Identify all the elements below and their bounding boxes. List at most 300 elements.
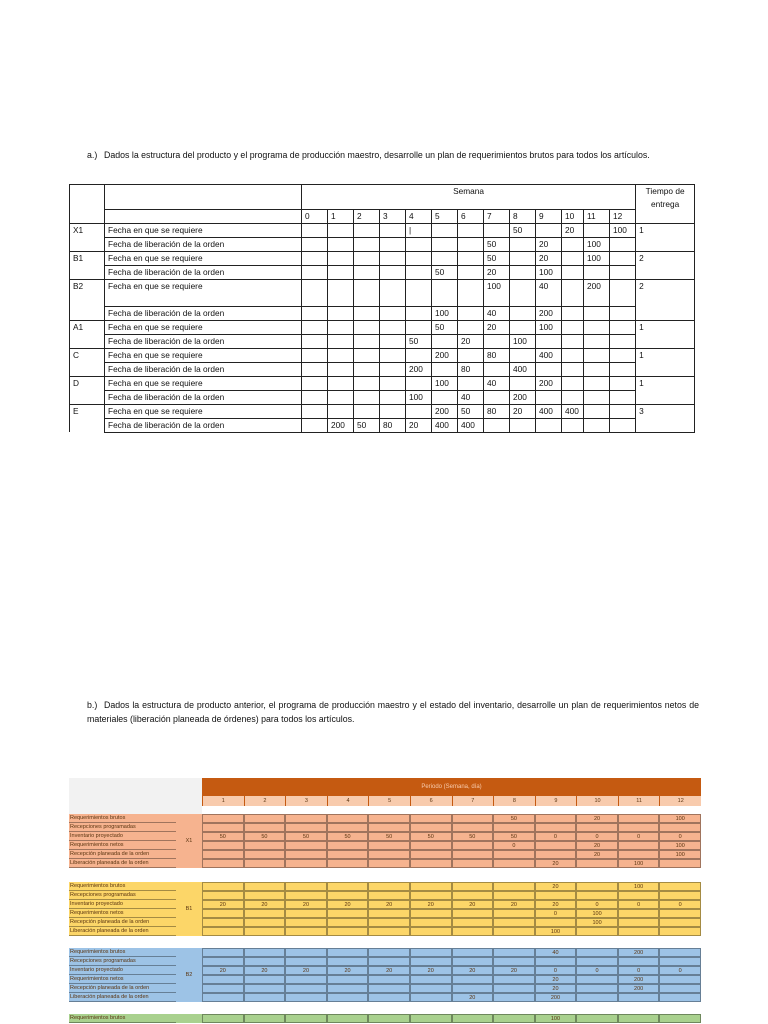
mrp-cell [452,948,494,957]
week-value [484,390,510,404]
week-value: 400 [562,404,584,418]
part-b-paragraph [87,698,699,726]
mrp-cell [244,957,286,966]
mrp-row-label: Requerimientos brutos [69,882,176,891]
mrp-cell [368,948,410,957]
mrp-cell: 50 [202,832,244,841]
mrp-cell [244,823,286,832]
mrp-cell: 0 [535,832,577,841]
mrp-cell: 0 [535,966,577,975]
week-value: 100 [484,279,510,306]
week-value: 100 [584,237,610,251]
week-value [510,348,536,362]
week-value [406,279,432,306]
mrp-cell [368,993,410,1002]
item-code [70,418,105,432]
week-value [584,404,610,418]
week-value: 400 [458,418,484,432]
mrp-cell: 20 [452,966,494,975]
mrp-block [69,882,701,936]
mrp-item-code: B1 [176,882,202,936]
item-code: E [70,404,105,418]
mrp-cell [202,841,244,850]
header-desc-cell [105,185,302,210]
mrp-cell [202,948,244,957]
mrp-cell [368,882,410,891]
mrp-cell [576,882,618,891]
part-b-text: Dados la estructura de producto anterior, el programa de producción maestro y el estado del inventario, desarrolle un plan de requerimientos netos de materiales (liberación planeada de órdenes) para todos los artículos. [87,700,699,724]
week-value [562,348,584,362]
mrp-cell [535,957,577,966]
mrp-cell [576,1014,618,1023]
mrp-cell: 100 [618,859,660,868]
week-value [406,237,432,251]
week-value [406,251,432,265]
item-code: D [70,376,105,390]
mrp-row-label: Recepciones programadas [69,891,176,900]
week-value: 200 [432,348,458,362]
mrp-cell: 20 [535,859,577,868]
mrp-cell: 100 [618,882,660,891]
week-value [510,320,536,334]
week-value [458,279,484,306]
week-value [406,265,432,279]
week-value [584,334,610,348]
week-value [302,362,328,376]
mrp-cell: 0 [576,832,618,841]
week-value [584,418,610,432]
mrp-cell [493,909,535,918]
week-value [510,251,536,265]
mrp-cell [535,841,577,850]
mrp-cell: 0 [659,900,701,909]
week-value: 20 [406,418,432,432]
mrp-cell [410,993,452,1002]
week-number: 6 [458,209,484,223]
week-value [354,237,380,251]
row-description: Fecha de liberación de la orden [105,237,302,251]
mrp-cell: 0 [535,909,577,918]
item-code: X1 [70,223,105,237]
mrp-cell [327,814,369,823]
week-number: 7 [484,209,510,223]
row-description: Fecha en que se requiere [105,279,302,306]
period-number: 2 [244,796,286,806]
week-value [484,362,510,376]
mrp-cell [327,841,369,850]
week-value [610,320,636,334]
week-value: 400 [536,404,562,418]
week-value [328,362,354,376]
mrp-cell: 100 [659,841,701,850]
mrp-block [69,1014,701,1023]
week-value [584,265,610,279]
row-description: Fecha de liberación de la orden [105,334,302,348]
week-value [484,334,510,348]
mrp-cell: 50 [452,832,494,841]
mrp-cell: 20 [410,900,452,909]
week-value [562,362,584,376]
mrp-cell [618,918,660,927]
week-value: 80 [484,348,510,362]
mrp-cell [493,1014,535,1023]
mrp-cell [244,814,286,823]
week-value [562,237,584,251]
mrp-cell: 20 [493,966,535,975]
mrp-cell [327,909,369,918]
week-value [406,306,432,320]
mrp-cell [202,850,244,859]
week-value [380,376,406,390]
mrp-cell: 100 [576,918,618,927]
part-a-paragraph [87,148,699,162]
mrp-cell [659,957,701,966]
week-value [380,362,406,376]
mrp-cell: 20 [410,966,452,975]
week-value: 50 [458,404,484,418]
mrp-cell [368,975,410,984]
period-number: 8 [493,796,535,806]
week-value: 100 [536,320,562,334]
week-value [458,223,484,237]
week-value: 400 [536,348,562,362]
period-number: 12 [659,796,701,806]
mrp-cell [493,948,535,957]
item-code [70,390,105,404]
mrp-cell [493,957,535,966]
mrp-cell [244,909,286,918]
mrp-cell [659,918,701,927]
mrp-cell [327,993,369,1002]
week-value [354,390,380,404]
week-value: 50 [484,237,510,251]
mrp-cell [285,984,327,993]
mrp-cell [410,918,452,927]
week-value: 20 [562,223,584,237]
week-value [354,362,380,376]
week-value: 100 [536,265,562,279]
mrp-cell [244,927,286,936]
week-number: 11 [584,209,610,223]
week-value [610,265,636,279]
mrp-cell [452,975,494,984]
part-b-label: b.) [87,700,98,710]
mrp-cell: 100 [659,850,701,859]
corner-blank [69,778,202,814]
mrp-cell [327,927,369,936]
mrp-cell [202,909,244,918]
mrp-cell: 100 [535,927,577,936]
mrp-cell: 0 [618,966,660,975]
row-description: Fecha en que se requiere [105,404,302,418]
mrp-cell: 20 [327,900,369,909]
lead-time: 1 [636,348,695,362]
mrp-cell [285,841,327,850]
week-value: 100 [406,390,432,404]
mrp-row-label: Recepción planeada de la orden [69,984,176,993]
mrp-row-label: Liberación planeada de la orden [69,859,176,868]
mrp-cell: 20 [327,966,369,975]
mrp-cell [327,975,369,984]
mrp-block [69,948,701,1002]
mrp-cell [327,918,369,927]
week-value [406,376,432,390]
week-value [302,265,328,279]
mrp-cell [202,891,244,900]
mrp-item-code: B2 [176,948,202,1002]
week-value [380,390,406,404]
mrp-cell: 20 [576,841,618,850]
mrp-cell [410,891,452,900]
mrp-row-label: Requerimientos netos [69,841,176,850]
week-desc-cell [105,209,302,223]
period-header: Periodo (Semana, día) [202,778,701,796]
lead-time [636,390,695,404]
week-value [562,265,584,279]
week-value [302,223,328,237]
mrp-cell [244,948,286,957]
mrp-cell [576,927,618,936]
row-description: Fecha de liberación de la orden [105,418,302,432]
week-value [536,334,562,348]
mrp-cell [368,927,410,936]
week-value [510,418,536,432]
mrp-cell [410,882,452,891]
mrp-cell [368,859,410,868]
mrp-cell [493,823,535,832]
mrp-cell [576,993,618,1002]
mrp-row-label: Recepción planeada de la orden [69,918,176,927]
week-value [610,237,636,251]
mrp-cell [535,891,577,900]
week-value [354,334,380,348]
week-value [584,362,610,376]
item-code [70,265,105,279]
week-value [610,376,636,390]
mrp-cell [202,993,244,1002]
mrp-cell [659,948,701,957]
mrp-cell [452,814,494,823]
week-value [584,223,610,237]
item-code: A1 [70,320,105,334]
mrp-cell [493,927,535,936]
week-value: 40 [484,306,510,320]
row-description: Fecha de liberación de la orden [105,362,302,376]
mrp-cell [410,984,452,993]
mrp-cell: 20 [244,900,286,909]
mrp-item-code: X1 [176,814,202,868]
mrp-cell: 20 [285,900,327,909]
mrp-row-label: Recepción planeada de la orden [69,850,176,859]
week-value: 20 [536,237,562,251]
mrp-cell [493,984,535,993]
mrp-cell [244,918,286,927]
mrp-cell: 50 [493,832,535,841]
mrp-cell [202,984,244,993]
mrp-cell [202,957,244,966]
mrp-cell [368,823,410,832]
week-value [354,265,380,279]
mrp-spreadsheet [69,778,701,1024]
mrp-cell [368,909,410,918]
mrp-cell [493,975,535,984]
mrp-cell: 100 [659,814,701,823]
week-value [328,390,354,404]
week-value [302,348,328,362]
week-value [584,320,610,334]
week-value [380,265,406,279]
mrp-cell [285,909,327,918]
mrp-cell [493,918,535,927]
week-value: 20 [536,251,562,265]
header-item-cell [70,185,105,210]
mrp-cell [285,927,327,936]
week-value [328,320,354,334]
mrp-cell [410,841,452,850]
week-value: 100 [584,251,610,265]
mrp-row-label: Inventario proyectado [69,900,176,909]
mrp-cell [535,850,577,859]
mrp-row-label: Requerimientos netos [69,909,176,918]
mrp-cell [410,859,452,868]
week-value [610,418,636,432]
mrp-cell [493,850,535,859]
mrp-cell [327,948,369,957]
week-number: 9 [536,209,562,223]
week-value [328,279,354,306]
week-value [328,376,354,390]
mrp-cell [327,823,369,832]
week-value [302,320,328,334]
mrp-cell: 0 [659,966,701,975]
period-number: 3 [285,796,327,806]
mrp-row-label: Requerimientos brutos [69,1014,176,1023]
week-value [432,279,458,306]
mrp-cell [452,909,494,918]
week-value [536,362,562,376]
mrp-cell [244,891,286,900]
mrp-cell [285,882,327,891]
mrp-cell [618,927,660,936]
mrp-cell: 200 [618,948,660,957]
week-value [458,237,484,251]
week-value [536,390,562,404]
week-value: 50 [354,418,380,432]
lead-time [636,306,695,320]
mrp-cell [410,927,452,936]
mrp-row-label: Recepciones programadas [69,957,176,966]
mrp-cell: 50 [244,832,286,841]
mrp-cell [535,918,577,927]
mrp-cell [202,918,244,927]
part-a-text: Dados la estructura del producto y el programa de producción maestro, desarrolle un plan de requerimientos brutos para todos los artículos. [104,150,650,160]
week-value [610,362,636,376]
mrp-cell [285,948,327,957]
week-value [302,376,328,390]
mrp-cell [244,850,286,859]
mrp-cell [202,882,244,891]
week-value [302,279,328,306]
item-code: B1 [70,251,105,265]
mrp-cell [576,948,618,957]
mrp-cell [576,859,618,868]
mrp-cell [618,814,660,823]
row-description: Fecha en que se requiere [105,376,302,390]
week-value: 50 [484,251,510,265]
mrp-cell: 20 [493,900,535,909]
mrp-cell [244,859,286,868]
lead-time: 1 [636,320,695,334]
row-description: Fecha de liberación de la orden [105,265,302,279]
mrp-cell [659,993,701,1002]
week-value [380,320,406,334]
mrp-row-label: Inventario proyectado [69,832,176,841]
week-value [380,237,406,251]
mrp-cell [452,927,494,936]
week-value: 200 [510,390,536,404]
mrp-cell: 20 [285,966,327,975]
mrp-cell [202,927,244,936]
week-value [354,320,380,334]
week-item-cell [70,209,105,223]
mrp-cell [368,814,410,823]
mrp-cell: 200 [618,975,660,984]
mrp-cell [285,918,327,927]
mrp-cell [244,841,286,850]
week-value [458,320,484,334]
row-description: Fecha en que se requiere [105,251,302,265]
row-description: Fecha en que se requiere [105,320,302,334]
period-number: 1 [202,796,244,806]
week-value [458,251,484,265]
item-code [70,334,105,348]
mrp-cell: 50 [368,832,410,841]
mrp-cell [244,882,286,891]
week-value: 20 [458,334,484,348]
mrp-cell: 100 [576,909,618,918]
mrp-cell [659,859,701,868]
week-value [562,251,584,265]
mrp-cell: 200 [618,984,660,993]
week-value [562,334,584,348]
week-value [432,334,458,348]
week-number: 10 [562,209,584,223]
lead-time-header: Tiempo de entrega [636,185,695,224]
week-value [302,251,328,265]
mrp-cell: 50 [410,832,452,841]
mrp-item-code [176,1014,202,1023]
mrp-cell [452,1014,494,1023]
week-value [510,265,536,279]
mrp-cell [285,975,327,984]
week-value: 50 [432,320,458,334]
mrp-cell [452,957,494,966]
week-value [610,390,636,404]
mrp-cell: 200 [535,993,577,1002]
lead-time [636,418,695,432]
item-code [70,306,105,320]
week-value: 50 [510,223,536,237]
mrp-cell [327,850,369,859]
week-value [354,306,380,320]
week-value [328,251,354,265]
mrp-cell: 20 [202,966,244,975]
week-value: 20 [484,320,510,334]
week-value: 100 [610,223,636,237]
mrp-cell: 50 [327,832,369,841]
mrp-cell [659,823,701,832]
week-value: 40 [536,279,562,306]
